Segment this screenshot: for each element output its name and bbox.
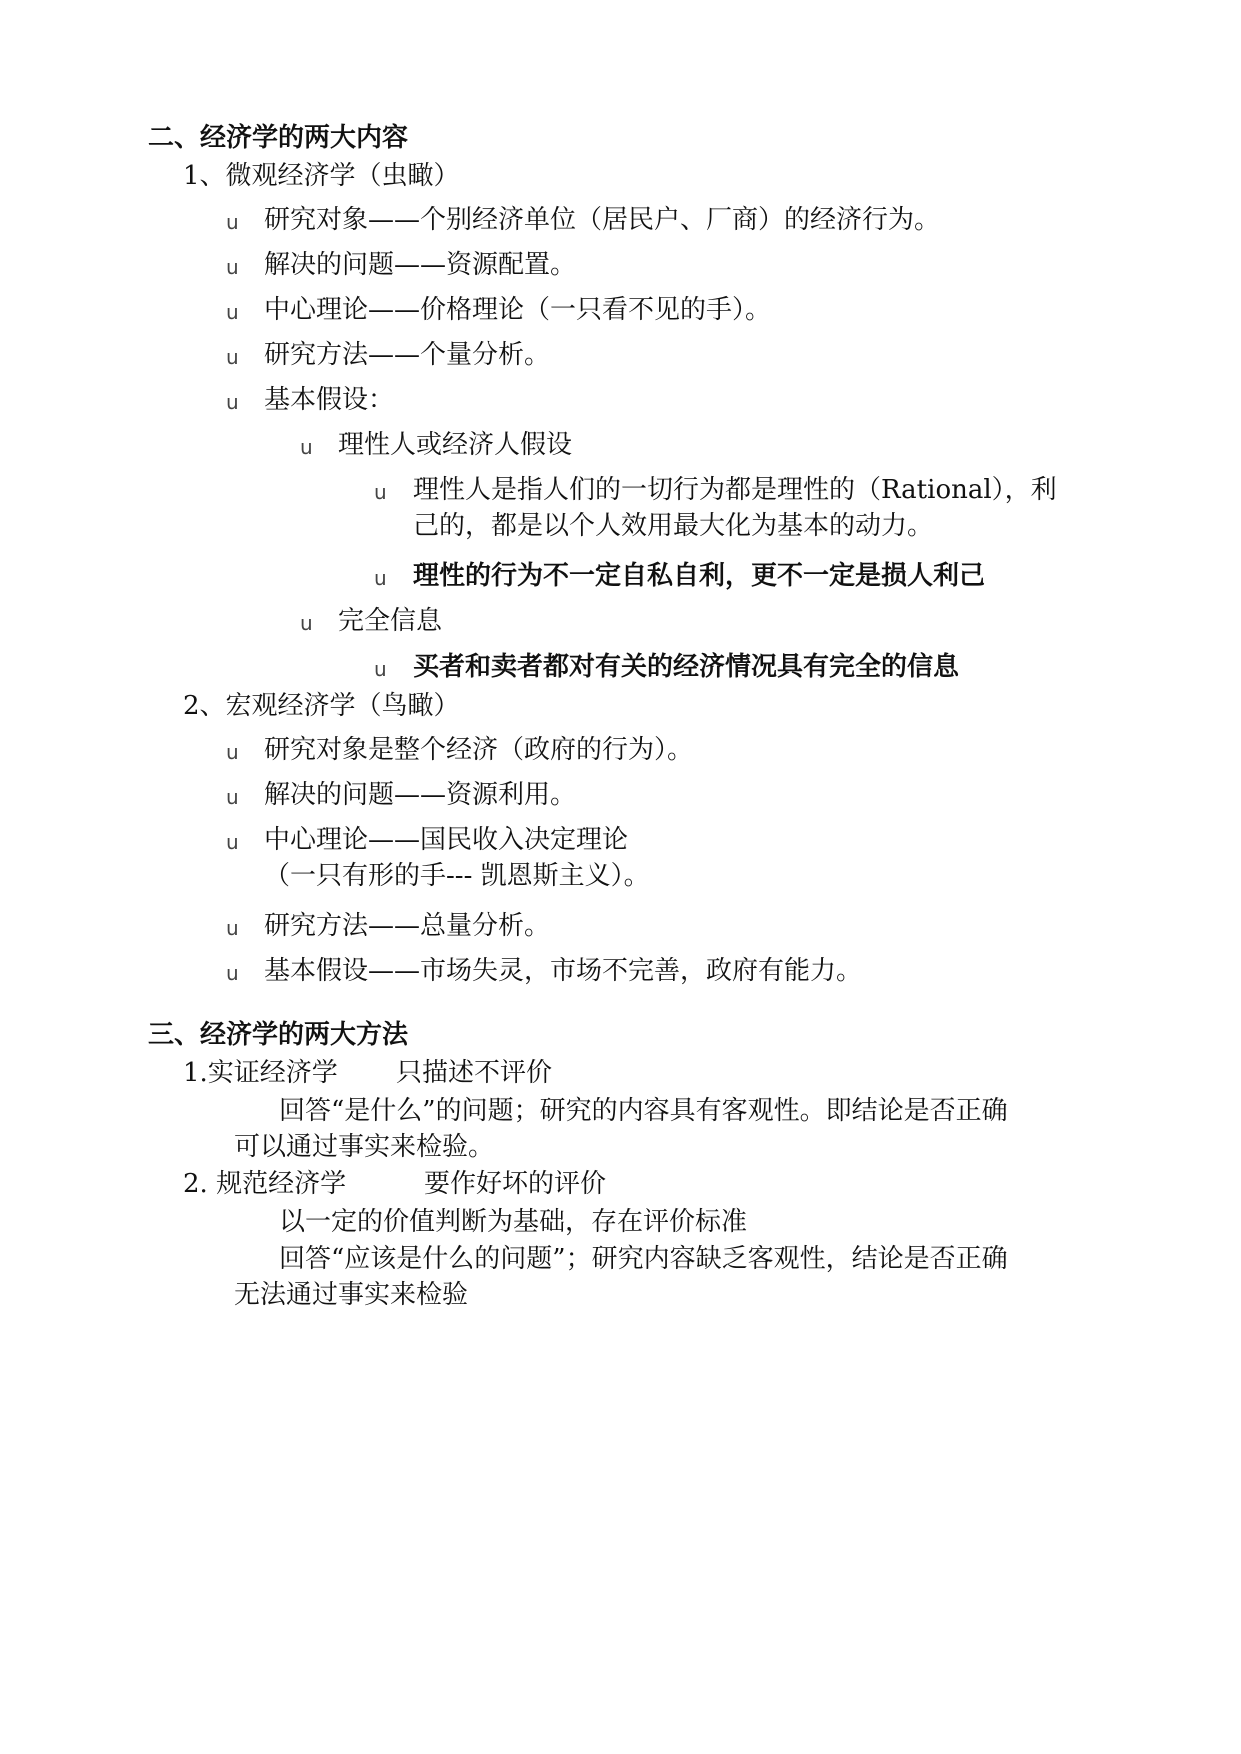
assumption-info-title: 完全信息 — [338, 606, 443, 636]
rational-point-2: 理性的行为不一定自私自利，更不一定是损人利己 — [413, 561, 986, 591]
normative-desc-2-line1: 回答“应该是什么的问题”；研究内容缺乏客观性，结论是否正确 — [279, 1244, 1008, 1274]
bullet-marker: u — [300, 611, 313, 635]
macro-item-3: 中心理论——国民收入决定理论 — [264, 825, 629, 855]
bullet-marker: u — [226, 740, 239, 764]
micro-item-4: 研究方法——个量分析。 — [264, 340, 551, 370]
micro-item-1: 研究对象——个别经济单位（居民户、厂商）的经济行为。 — [264, 205, 941, 235]
bullet-marker: u — [374, 566, 387, 590]
rational-point-1-line2: 己的，都是以个人效用最大化为基本的动力。 — [413, 511, 934, 541]
bullet-marker: u — [226, 345, 239, 369]
bullet-marker: u — [226, 785, 239, 809]
positive-title-note: 只描述不评价 — [396, 1058, 553, 1088]
normative-desc-2-line2: 无法通过事实来检验 — [234, 1280, 469, 1310]
section-heading-2: 二、经济学的两大内容 — [148, 123, 409, 153]
bullet-marker: u — [226, 210, 239, 234]
info-point-1: 买者和卖者都对有关的经济情况具有完全的信息 — [413, 652, 960, 682]
section-heading-3: 三、经济学的两大方法 — [148, 1020, 409, 1050]
bullet-marker: u — [226, 300, 239, 324]
macro-item-4: 研究方法——总量分析。 — [264, 911, 551, 941]
bullet-marker: u — [226, 830, 239, 854]
macro-item-1: 研究对象是整个经济（政府的行为）。 — [264, 735, 694, 765]
micro-item-2: 解决的问题——资源配置。 — [264, 250, 577, 280]
normative-title-note: 要作好坏的评价 — [424, 1169, 607, 1199]
assumption-rational-title: 理性人或经济人假设 — [338, 430, 573, 460]
macro-item-3-continuation: （一只有形的手--- 凯恩斯主义）。 — [264, 861, 650, 891]
micro-title: 1、微观经济学（虫瞰） — [183, 161, 460, 191]
bullet-marker: u — [226, 255, 239, 279]
normative-title: 2. 规范经济学 — [183, 1169, 347, 1199]
micro-item-3: 中心理论——价格理论（一只看不见的手）。 — [264, 295, 772, 325]
positive-desc-line2: 可以通过事实来检验。 — [234, 1132, 495, 1162]
macro-title: 2、宏观经济学（鸟瞰） — [183, 691, 460, 721]
bullet-marker: u — [374, 657, 387, 681]
micro-item-5: 基本假设： — [264, 385, 395, 415]
positive-title: 1.实证经济学 — [183, 1058, 338, 1088]
macro-item-5: 基本假设——市场失灵，市场不完善，政府有能力。 — [264, 956, 863, 986]
bullet-marker: u — [226, 390, 239, 414]
bullet-marker: u — [300, 435, 313, 459]
bullet-marker: u — [226, 961, 239, 985]
bullet-marker: u — [226, 916, 239, 940]
bullet-marker: u — [374, 480, 387, 504]
normative-desc-1: 以一定的价值判断为基础，存在评价标准 — [279, 1207, 748, 1237]
macro-item-2: 解决的问题——资源利用。 — [264, 780, 577, 810]
positive-desc-line1: 回答“是什么”的问题；研究的内容具有客观性。即结论是否正确 — [279, 1096, 1008, 1126]
rational-point-1-line1: 理性人是指人们的一切行为都是理性的（Rational），利 — [413, 475, 1057, 505]
